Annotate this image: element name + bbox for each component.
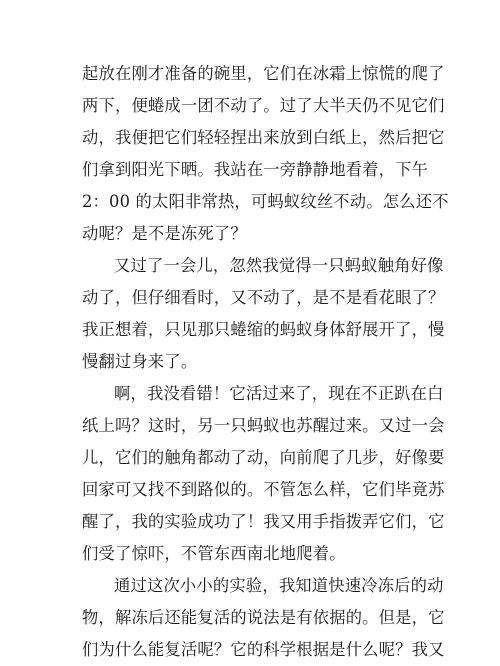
- text-line: 动，我便把它们轻轻捏出来放到白纸上，然后把它: [82, 128, 445, 147]
- text-line: 们为什么能复活呢？它的科学根据是什么呢？我又: [82, 640, 445, 659]
- text-line: 动呢？是不是冻死了？: [82, 224, 247, 243]
- text-line: 两下，便蜷成一团不动了。过了大半天仍不见它们: [82, 96, 445, 115]
- text-line: 我正想着，只见那只蜷缩的蚂蚁身体舒展开了，慢: [82, 320, 445, 339]
- text-line: 慢翻过身来了。: [82, 352, 198, 371]
- text-line: 通过这次小小的实验，我知道快速冷冻后的动: [114, 576, 444, 595]
- text-line: 们拿到阳光下晒。我站在一旁静静地看着，下午: [82, 160, 429, 179]
- text-line: 醒了，我的实验成功了！我又用手指拨弄它们，它: [82, 512, 445, 531]
- text-line: 啊，我没看错！它活过来了，现在不正趴在白: [114, 384, 444, 403]
- text-line: 儿，它们的触角都动了动，向前爬了几步，好像要: [82, 448, 445, 467]
- text-line: 起放在刚才准备的碗里，它们在冰霜上惊慌的爬了: [82, 64, 445, 83]
- document-body: [82, 58, 449, 666]
- text-line: 们受了惊吓，不管东西南北地爬着。: [82, 544, 346, 563]
- text-line: 纸上吗？这时，另一只蚂蚁也苏醒过来。又过一会: [82, 416, 445, 435]
- text-line: 又过了一会儿，忽然我觉得一只蚂蚁触角好像: [114, 256, 444, 275]
- text-line: 动了，但仔细看时，又不动了，是不是看花眼了？: [82, 288, 445, 307]
- text-line: 2：00 的太阳非常热，可蚂蚁纹丝不动。怎么还不: [82, 192, 449, 211]
- text-line: 回家可又找不到路似的。不管怎么样，它们毕竟苏: [82, 480, 445, 499]
- text-line: 物，解冻后还能复活的说法是有依据的。但是，它: [82, 608, 445, 627]
